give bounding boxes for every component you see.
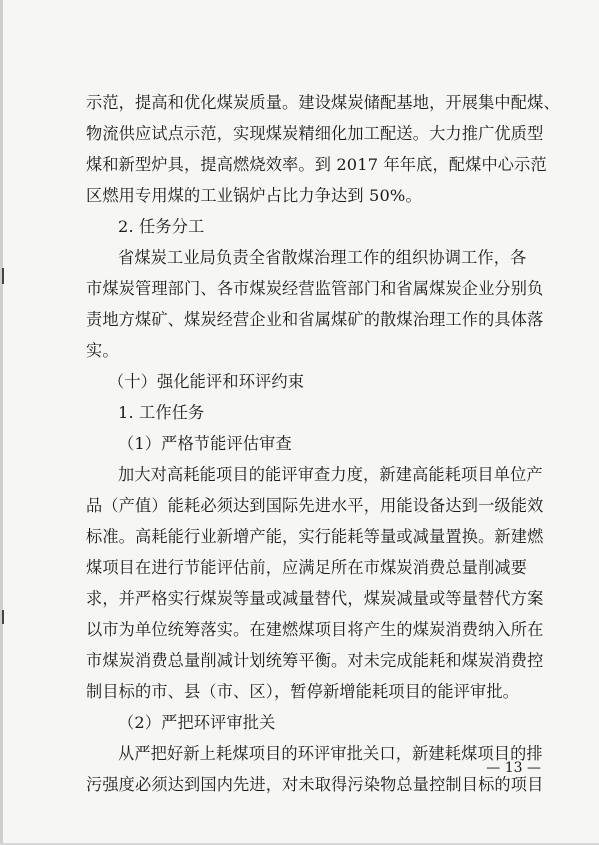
body-line: 煤和新型炉具，提高燃烧效率。到 2017 年年底，配煤中心示范 bbox=[86, 155, 547, 174]
body-line: 市煤炭管理部门、各市煤炭经营监管部门和省属煤炭企业分别负 bbox=[86, 279, 544, 298]
body-line: 标准。高耗能行业新增产能，实行能耗等量或减量置换。新建燃 bbox=[86, 527, 544, 546]
page-number: — 13 — bbox=[486, 760, 541, 776]
body-line: 市煤炭消费总量削减计划统筹平衡。对未完成能耗和煤炭消费控 bbox=[86, 651, 544, 670]
section-heading: （十）强化能评和环评约束 bbox=[108, 372, 305, 391]
margin-mark bbox=[2, 268, 4, 284]
body-line: 实。 bbox=[86, 341, 119, 360]
body-line: 加大对高耗能项目的能评审查力度，新建高能耗项目单位产 bbox=[118, 465, 543, 484]
section-heading: 2. 任务分工 bbox=[118, 217, 205, 236]
body-line: 制目标的市、县（市、区），暂停新增能耗项目的能评审批。 bbox=[86, 682, 520, 701]
margin-mark bbox=[2, 610, 4, 624]
body-line: 品（产值）能耗必须达到国际先进水平，用能设备达到一级能效 bbox=[86, 496, 544, 515]
body-line: 示范，提高和优化煤炭质量。建设煤炭储配基地，开展集中配煤、 bbox=[86, 93, 560, 112]
body-line: 以市为单位统筹落实。在建燃煤项目将产生的煤炭消费纳入所在 bbox=[86, 620, 544, 639]
section-heading: 1. 工作任务 bbox=[118, 403, 205, 422]
body-line: 求，并严格实行煤炭等量或减量替代，煤炭减量或等量替代方案 bbox=[86, 589, 544, 608]
body-line: 物流供应试点示范，实现煤炭精细化加工配送。大力推广优质型 bbox=[86, 124, 544, 143]
body-line: 省煤炭工业局负责全省散煤治理工作的组织协调工作，各 bbox=[118, 248, 527, 267]
scan-left-edge bbox=[0, 0, 3, 845]
body-line: 区燃用专用煤的工业锅炉占比力争达到 50%。 bbox=[86, 186, 422, 205]
body-line: 煤项目在进行节能评估前，应满足所在市煤炭消费总量削减要 bbox=[86, 558, 528, 577]
body-line: 从严把好新上耗煤项目的环评审批关口，新建耗煤项目的排 bbox=[118, 744, 543, 763]
section-heading: （2）严把环评审批关 bbox=[118, 713, 276, 732]
section-heading: （1）严格节能评估审查 bbox=[118, 434, 292, 453]
body-line: 责地方煤矿、煤炭经营企业和省属煤矿的散煤治理工作的具体落 bbox=[86, 310, 544, 329]
body-line: 污强度必须达到国内先进，对未取得污染物总量控制目标的项目 bbox=[86, 775, 544, 794]
